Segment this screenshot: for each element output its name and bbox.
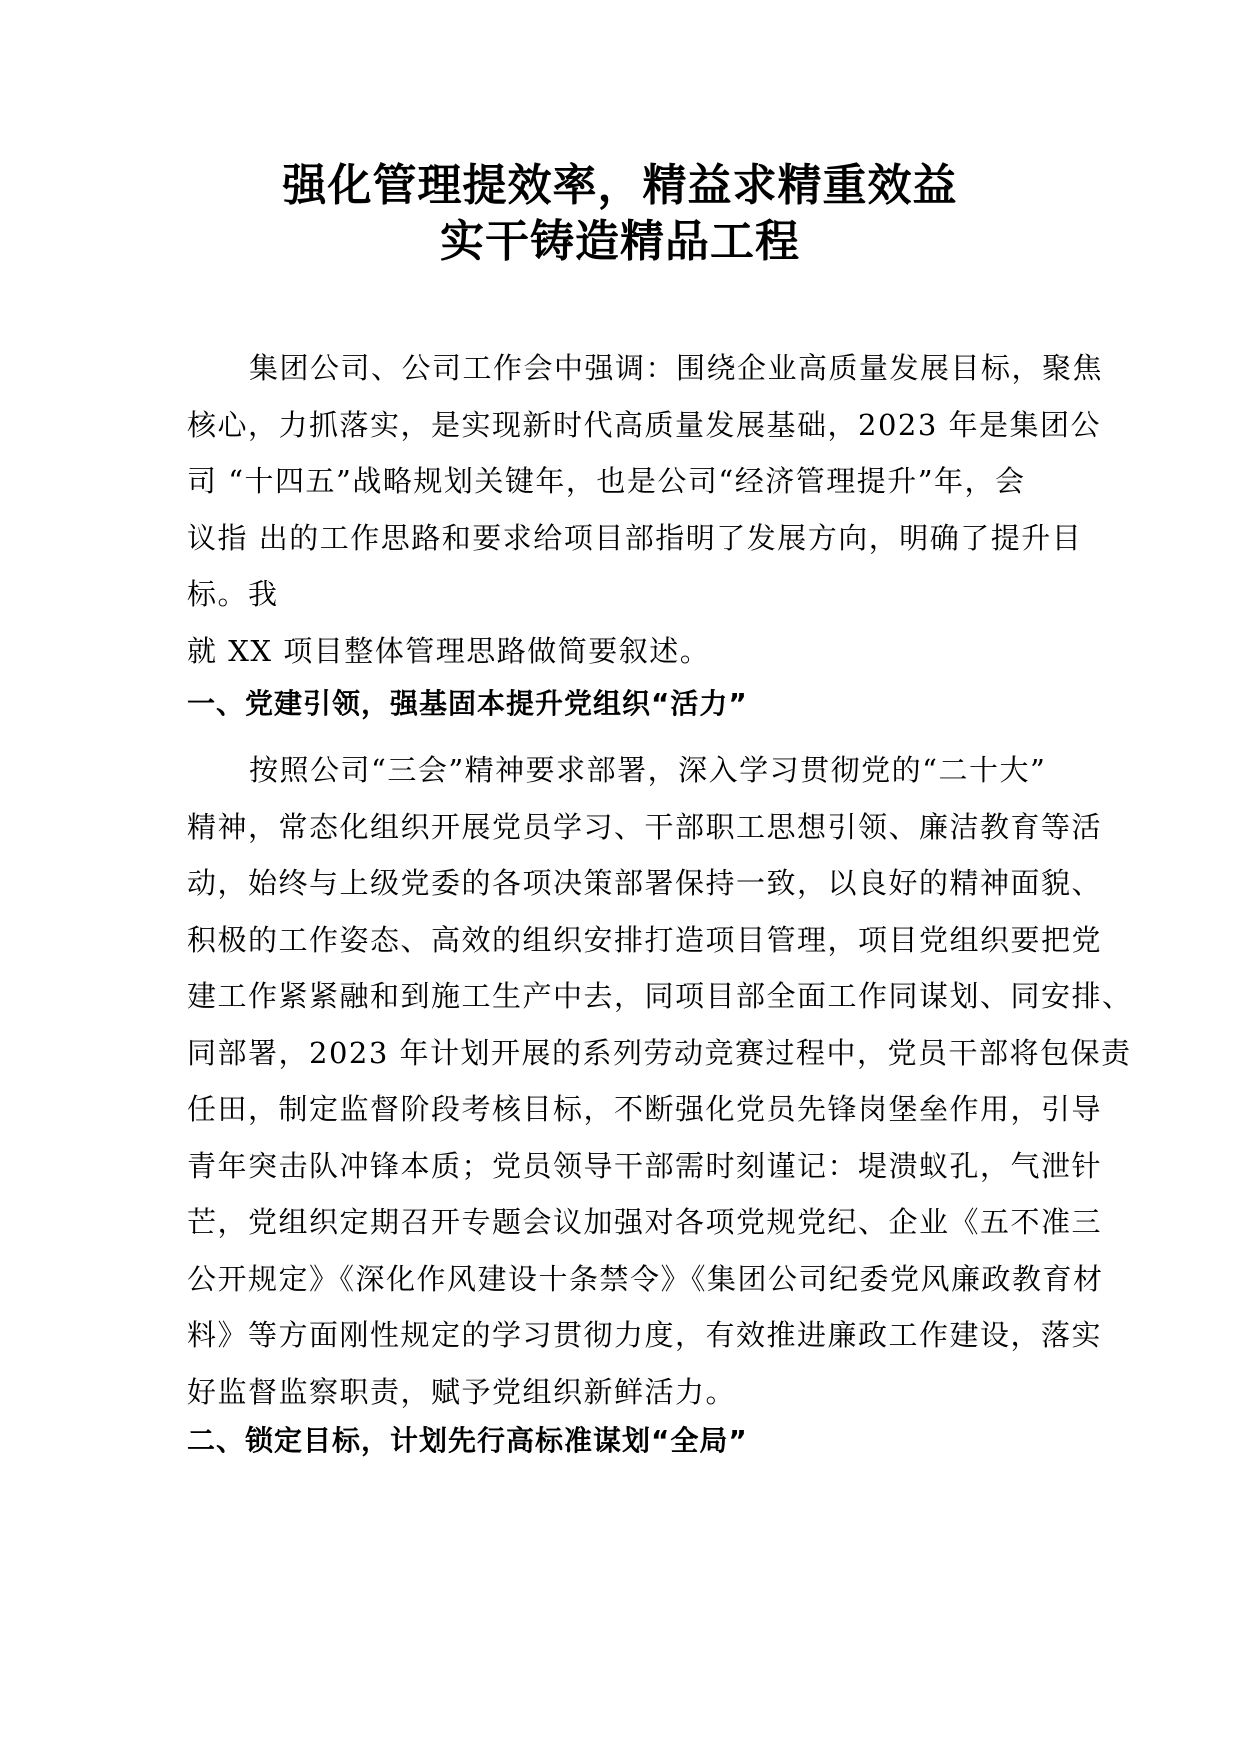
body-line: 公开规定》《深化作风建设十条禁令》《集团公司纪委党风廉政教育材 (187, 1261, 1104, 1296)
body-line: 同部署，2023 年计划开展的系列劳动竞赛过程中，党员干部将包保责 (187, 1035, 1132, 1070)
intro-line: 议指 出的工作思路和要求给项目部指明了发展方向，明确了提升目 (187, 520, 1083, 555)
body-line: 任田，制定监督阶段考核目标，不断强化党员先锋岗堡垒作用，引导 (187, 1092, 1103, 1126)
body-line: 青年突击队冲锋本质；党员领导干部需时刻谨记：堤溃蚁孔，气泄针 (187, 1148, 1103, 1183)
intro-paragraph (187, 340, 1104, 679)
body-line: 好监督监察职责，赋予党组织新鲜活力。 (187, 1374, 737, 1409)
section-heading-1: 一、党建引领，强基固本提升党组织“活力” (187, 687, 748, 720)
intro-line: 司 “十四五”战略规划关键年，也是公司“经济管理提升”年，会 (187, 464, 1026, 498)
section-heading-2: 二、锁定目标，计划先行高标准谋划“全局” (187, 1424, 748, 1457)
intro-line: 核心，力抓落实，是实现新时代高质量发展基础，2023 年是集团公 (187, 407, 1102, 442)
body-line: 建工作紧紧融和到施工生产中去，同项目部全面工作同谋划、同安排、 (187, 979, 1133, 1013)
body-line: 料》等方面刚性规定的学习贯彻力度，有效推进廉政工作建设，落实 (187, 1318, 1103, 1352)
intro-line: 就 XX 项目整体管理思路做简要叙述。 (187, 633, 711, 668)
body-line: 按照公司“三会”精神要求部署，深入学习贯彻党的“二十大” (249, 753, 1047, 787)
intro-line: 集团公司、公司工作会中强调：围绕企业高质量发展目标，聚焦 (249, 351, 1104, 385)
body-line: 动，始终与上级党委的各项决策部署保持一致，以良好的精神面貌、 (187, 866, 1103, 900)
section1-paragraph (187, 742, 1133, 1420)
document-title-line-2: 实干铸造精品工程 (440, 216, 800, 267)
body-line: 精神，常态化组织开展党员学习、干部职工思想引领、廉洁教育等活 (187, 809, 1103, 844)
intro-line: 标。我 (187, 577, 279, 611)
body-line: 芒，党组织定期召开专题会议加强对各项党规党纪、企业《五不准三 (187, 1205, 1103, 1239)
body-line: 积极的工作姿态、高效的组织安排打造项目管理，项目党组织要把党 (187, 922, 1103, 957)
document-title-line-1: 强化管理提效率，精益求精重效益 (282, 160, 958, 211)
